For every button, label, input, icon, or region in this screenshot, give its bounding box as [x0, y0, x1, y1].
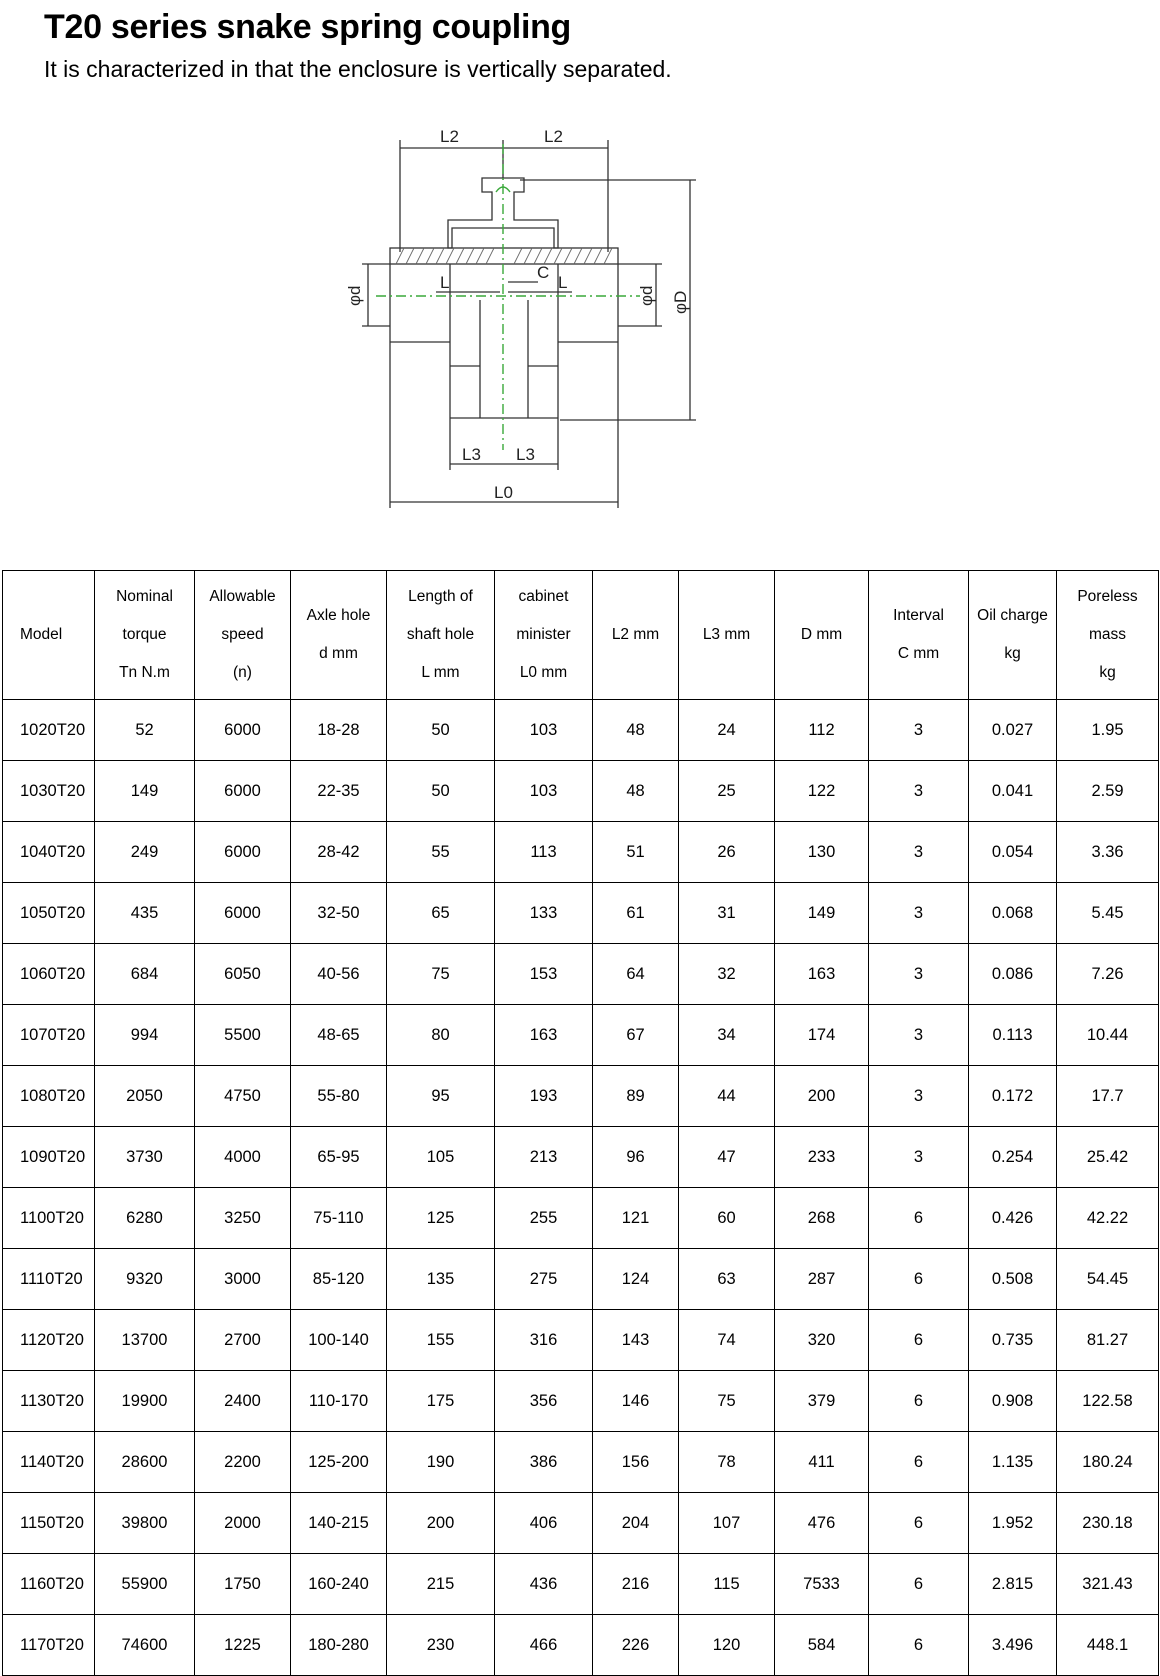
- column-header-line: L0 mm: [519, 664, 568, 681]
- table-cell: 96: [593, 1127, 679, 1188]
- table-cell: 75: [387, 944, 495, 1005]
- table-cell: 6: [869, 1249, 969, 1310]
- table-cell: 2050: [95, 1066, 195, 1127]
- table-cell: 204: [593, 1493, 679, 1554]
- table-cell: 48: [593, 700, 679, 761]
- table-cell: 0.172: [969, 1066, 1057, 1127]
- table-cell: 584: [775, 1615, 869, 1676]
- column-header-line: speed: [221, 626, 264, 643]
- table-cell: 0.086: [969, 944, 1057, 1005]
- table-cell: 1.95: [1057, 700, 1159, 761]
- column-header-line: Model: [20, 626, 63, 643]
- model-cell: 1090T20: [3, 1127, 95, 1188]
- header-row: [3, 571, 1159, 700]
- model-cell: 1150T20: [3, 1493, 95, 1554]
- table-cell: 63: [679, 1249, 775, 1310]
- column-header-line: Poreless: [1077, 588, 1138, 605]
- table-row: [3, 1188, 1159, 1249]
- table-cell: 476: [775, 1493, 869, 1554]
- hatch-group: [396, 248, 612, 264]
- table-cell: 44: [679, 1066, 775, 1127]
- table-cell: 50: [387, 761, 495, 822]
- column-header-line: Oil charge: [977, 607, 1048, 624]
- table-row: [3, 1493, 1159, 1554]
- label-l-right: L: [558, 273, 568, 292]
- table-cell: 115: [679, 1554, 775, 1615]
- table-cell: 2400: [195, 1371, 291, 1432]
- column-header: [291, 571, 387, 700]
- table-cell: 174: [775, 1005, 869, 1066]
- table-cell: 32-50: [291, 883, 387, 944]
- table-cell: 163: [775, 944, 869, 1005]
- table-cell: 200: [775, 1066, 869, 1127]
- table-cell: 31: [679, 883, 775, 944]
- table-row: [3, 1371, 1159, 1432]
- table-cell: 249: [95, 822, 195, 883]
- column-header-line: mass: [1088, 626, 1127, 643]
- table-cell: 113: [495, 822, 593, 883]
- table-cell: 6: [869, 1493, 969, 1554]
- table-cell: 1.952: [969, 1493, 1057, 1554]
- table-row: [3, 1127, 1159, 1188]
- table-cell: 3: [869, 944, 969, 1005]
- column-header: [969, 571, 1057, 700]
- table-row: [3, 883, 1159, 944]
- table-cell: 54.45: [1057, 1249, 1159, 1310]
- table-cell: 2000: [195, 1493, 291, 1554]
- table-cell: 65: [387, 883, 495, 944]
- table-cell: 125-200: [291, 1432, 387, 1493]
- table-cell: 95: [387, 1066, 495, 1127]
- model-cell: 1110T20: [3, 1249, 95, 1310]
- table-cell: 2.59: [1057, 761, 1159, 822]
- table-cell: 24: [679, 700, 775, 761]
- table-cell: 356: [495, 1371, 593, 1432]
- table-cell: 100-140: [291, 1310, 387, 1371]
- model-cell: 1140T20: [3, 1432, 95, 1493]
- table-cell: 7.26: [1057, 944, 1159, 1005]
- table-cell: 180.24: [1057, 1432, 1159, 1493]
- label-big-d: φD: [671, 290, 690, 314]
- column-header: [775, 571, 869, 700]
- column-header-line: Length of: [408, 588, 473, 605]
- label-l0: L0: [494, 483, 513, 502]
- label-d-right: φd: [637, 285, 656, 306]
- column-header-line: shaft hole: [406, 626, 475, 643]
- column-header: [3, 571, 95, 700]
- label-c: C: [537, 263, 550, 282]
- table-cell: 0.054: [969, 822, 1057, 883]
- table-cell: 19900: [95, 1371, 195, 1432]
- table-cell: 316: [495, 1310, 593, 1371]
- table-cell: 13700: [95, 1310, 195, 1371]
- table-cell: 175: [387, 1371, 495, 1432]
- table-cell: 2700: [195, 1310, 291, 1371]
- table-cell: 0.113: [969, 1005, 1057, 1066]
- model-cell: 1170T20: [3, 1615, 95, 1676]
- table-cell: 55-80: [291, 1066, 387, 1127]
- table-cell: 6: [869, 1188, 969, 1249]
- table-cell: 32: [679, 944, 775, 1005]
- table-cell: 3000: [195, 1249, 291, 1310]
- table-cell: 50: [387, 700, 495, 761]
- table-cell: 85-120: [291, 1249, 387, 1310]
- table-cell: 25: [679, 761, 775, 822]
- table-cell: 226: [593, 1615, 679, 1676]
- model-cell: 1130T20: [3, 1371, 95, 1432]
- table-cell: 153: [495, 944, 593, 1005]
- column-header: [679, 571, 775, 700]
- table-cell: 0.735: [969, 1310, 1057, 1371]
- table-cell: 3: [869, 883, 969, 944]
- table-cell: 34: [679, 1005, 775, 1066]
- column-header-line: Interval: [893, 607, 944, 624]
- table-cell: 3.36: [1057, 822, 1159, 883]
- table-cell: 0.027: [969, 700, 1057, 761]
- table-row: [3, 761, 1159, 822]
- column-header: [95, 571, 195, 700]
- table-cell: 6000: [195, 761, 291, 822]
- table-cell: 6: [869, 1554, 969, 1615]
- table-cell: 110-170: [291, 1371, 387, 1432]
- table-cell: 135: [387, 1249, 495, 1310]
- table-cell: 149: [95, 761, 195, 822]
- table-cell: 190: [387, 1432, 495, 1493]
- table-cell: 0.254: [969, 1127, 1057, 1188]
- table-cell: 3: [869, 761, 969, 822]
- column-header-line: L3 mm: [702, 626, 751, 643]
- table-cell: 74600: [95, 1615, 195, 1676]
- table-cell: 321.43: [1057, 1554, 1159, 1615]
- table-cell: 133: [495, 883, 593, 944]
- table-cell: 52: [95, 700, 195, 761]
- table-cell: 51: [593, 822, 679, 883]
- column-header-line: minister: [516, 626, 571, 643]
- table-cell: 386: [495, 1432, 593, 1493]
- coupling-drawing: [340, 120, 760, 540]
- table-cell: 320: [775, 1310, 869, 1371]
- model-cell: 1020T20: [3, 700, 95, 761]
- table-cell: 1225: [195, 1615, 291, 1676]
- model-cell: 1050T20: [3, 883, 95, 944]
- table-cell: 448.1: [1057, 1615, 1159, 1676]
- table-cell: 436: [495, 1554, 593, 1615]
- table-cell: 125: [387, 1188, 495, 1249]
- table-cell: 0.068: [969, 883, 1057, 944]
- column-header-line: D mm: [800, 626, 843, 643]
- table-cell: 9320: [95, 1249, 195, 1310]
- table-cell: 0.508: [969, 1249, 1057, 1310]
- table-cell: 3: [869, 1005, 969, 1066]
- column-header-line: L mm: [421, 664, 460, 681]
- model-cell: 1080T20: [3, 1066, 95, 1127]
- spec-table-body: [3, 700, 1159, 1676]
- label-l2-right: L2: [544, 127, 563, 146]
- table-cell: 89: [593, 1066, 679, 1127]
- table-cell: 60: [679, 1188, 775, 1249]
- table-row: [3, 1310, 1159, 1371]
- table-cell: 6280: [95, 1188, 195, 1249]
- table-cell: 5500: [195, 1005, 291, 1066]
- column-header-line: cabinet: [518, 588, 569, 605]
- table-cell: 2.815: [969, 1554, 1057, 1615]
- table-cell: 200: [387, 1493, 495, 1554]
- table-cell: 160-240: [291, 1554, 387, 1615]
- table-cell: 6000: [195, 700, 291, 761]
- table-cell: 1750: [195, 1554, 291, 1615]
- table-cell: 75: [679, 1371, 775, 1432]
- table-cell: 28-42: [291, 822, 387, 883]
- table-row: [3, 944, 1159, 1005]
- table-cell: 156: [593, 1432, 679, 1493]
- model-cell: 1040T20: [3, 822, 95, 883]
- column-header: [593, 571, 679, 700]
- table-cell: 6000: [195, 883, 291, 944]
- table-cell: 74: [679, 1310, 775, 1371]
- table-cell: 75-110: [291, 1188, 387, 1249]
- table-cell: 81.27: [1057, 1310, 1159, 1371]
- table-cell: 2200: [195, 1432, 291, 1493]
- table-cell: 140-215: [291, 1493, 387, 1554]
- label-l3-right: L3: [516, 445, 535, 464]
- table-cell: 193: [495, 1066, 593, 1127]
- table-cell: 5.45: [1057, 883, 1159, 944]
- table-cell: 18-28: [291, 700, 387, 761]
- table-cell: 122.58: [1057, 1371, 1159, 1432]
- column-header: [387, 571, 495, 700]
- table-row: [3, 1432, 1159, 1493]
- table-cell: 1.135: [969, 1432, 1057, 1493]
- table-cell: 155: [387, 1310, 495, 1371]
- table-cell: 55: [387, 822, 495, 883]
- table-cell: 3730: [95, 1127, 195, 1188]
- table-cell: 25.42: [1057, 1127, 1159, 1188]
- table-cell: 215: [387, 1554, 495, 1615]
- table-cell: 17.7: [1057, 1066, 1159, 1127]
- table-cell: 6050: [195, 944, 291, 1005]
- column-header-line: C mm: [897, 645, 940, 662]
- table-cell: 80: [387, 1005, 495, 1066]
- table-cell: 3: [869, 1066, 969, 1127]
- spec-table: [2, 570, 1159, 1676]
- table-row: [3, 700, 1159, 761]
- table-cell: 10.44: [1057, 1005, 1159, 1066]
- table-cell: 40-56: [291, 944, 387, 1005]
- page-subtitle: It is characterized in that the enclosure is vertically separated.: [44, 56, 672, 82]
- table-cell: 6: [869, 1310, 969, 1371]
- spec-table-head: [3, 571, 1159, 700]
- column-header-line: Axle hole: [306, 607, 371, 624]
- table-cell: 3: [869, 1127, 969, 1188]
- table-cell: 3250: [195, 1188, 291, 1249]
- column-header-line: torque: [122, 626, 167, 643]
- table-cell: 213: [495, 1127, 593, 1188]
- table-cell: 275: [495, 1249, 593, 1310]
- label-d-left: φd: [345, 285, 364, 306]
- model-cell: 1070T20: [3, 1005, 95, 1066]
- table-row: [3, 1066, 1159, 1127]
- table-cell: 105: [387, 1127, 495, 1188]
- model-cell: 1160T20: [3, 1554, 95, 1615]
- table-row: [3, 1249, 1159, 1310]
- table-cell: 26: [679, 822, 775, 883]
- table-row: [3, 1005, 1159, 1066]
- table-cell: 124: [593, 1249, 679, 1310]
- table-cell: 3: [869, 822, 969, 883]
- table-cell: 268: [775, 1188, 869, 1249]
- table-cell: 65-95: [291, 1127, 387, 1188]
- table-cell: 149: [775, 883, 869, 944]
- label-l3-left: L3: [462, 445, 481, 464]
- table-cell: 406: [495, 1493, 593, 1554]
- column-header-line: Tn N.m: [119, 664, 170, 681]
- table-cell: 28600: [95, 1432, 195, 1493]
- table-cell: 130: [775, 822, 869, 883]
- label-l: L: [440, 273, 450, 292]
- table-cell: 163: [495, 1005, 593, 1066]
- table-cell: 103: [495, 761, 593, 822]
- column-header-line: kg: [1004, 645, 1021, 662]
- model-cell: 1060T20: [3, 944, 95, 1005]
- table-cell: 121: [593, 1188, 679, 1249]
- column-header-line: kg: [1099, 664, 1116, 681]
- table-row: [3, 1554, 1159, 1615]
- table-cell: 6: [869, 1432, 969, 1493]
- table-cell: 287: [775, 1249, 869, 1310]
- table-cell: 255: [495, 1188, 593, 1249]
- table-cell: 67: [593, 1005, 679, 1066]
- table-cell: 112: [775, 700, 869, 761]
- page-title: T20 series snake spring coupling: [44, 8, 572, 46]
- table-cell: 466: [495, 1615, 593, 1676]
- table-cell: 4000: [195, 1127, 291, 1188]
- column-header-line: (n): [233, 664, 252, 681]
- table-cell: 6: [869, 1615, 969, 1676]
- table-cell: 48: [593, 761, 679, 822]
- table-cell: 6: [869, 1371, 969, 1432]
- table-cell: 684: [95, 944, 195, 1005]
- table-cell: 411: [775, 1432, 869, 1493]
- table-cell: 379: [775, 1371, 869, 1432]
- model-cell: 1120T20: [3, 1310, 95, 1371]
- table-cell: 48-65: [291, 1005, 387, 1066]
- table-cell: 0.426: [969, 1188, 1057, 1249]
- column-header-line: Allowable: [209, 588, 276, 605]
- table-cell: 55900: [95, 1554, 195, 1615]
- table-cell: 0.041: [969, 761, 1057, 822]
- table-cell: 994: [95, 1005, 195, 1066]
- table-cell: 3.496: [969, 1615, 1057, 1676]
- table-cell: 3: [869, 700, 969, 761]
- table-cell: 120: [679, 1615, 775, 1676]
- model-cell: 1100T20: [3, 1188, 95, 1249]
- table-cell: 64: [593, 944, 679, 1005]
- label-l2-left: L2: [440, 127, 459, 146]
- table-cell: 233: [775, 1127, 869, 1188]
- table-cell: 6000: [195, 822, 291, 883]
- table-cell: 22-35: [291, 761, 387, 822]
- table-cell: 216: [593, 1554, 679, 1615]
- table-cell: 435: [95, 883, 195, 944]
- table-cell: 7533: [775, 1554, 869, 1615]
- table-cell: 78: [679, 1432, 775, 1493]
- column-header-line: d mm: [319, 645, 358, 662]
- table-cell: 4750: [195, 1066, 291, 1127]
- column-header: [1057, 571, 1159, 700]
- table-cell: 230: [387, 1615, 495, 1676]
- table-cell: 47: [679, 1127, 775, 1188]
- table-cell: 39800: [95, 1493, 195, 1554]
- column-header: [195, 571, 291, 700]
- table-cell: 0.908: [969, 1371, 1057, 1432]
- table-cell: 107: [679, 1493, 775, 1554]
- column-header: [495, 571, 593, 700]
- table-cell: 122: [775, 761, 869, 822]
- model-cell: 1030T20: [3, 761, 95, 822]
- column-header-line: L2 mm: [611, 626, 660, 643]
- column-header-line: Nominal: [116, 588, 173, 605]
- column-header: [869, 571, 969, 700]
- table-cell: 230.18: [1057, 1493, 1159, 1554]
- table-row: [3, 822, 1159, 883]
- table-cell: 61: [593, 883, 679, 944]
- table-cell: 180-280: [291, 1615, 387, 1676]
- table-cell: 103: [495, 700, 593, 761]
- table-cell: 143: [593, 1310, 679, 1371]
- table-cell: 146: [593, 1371, 679, 1432]
- table-cell: 42.22: [1057, 1188, 1159, 1249]
- table-row: [3, 1615, 1159, 1676]
